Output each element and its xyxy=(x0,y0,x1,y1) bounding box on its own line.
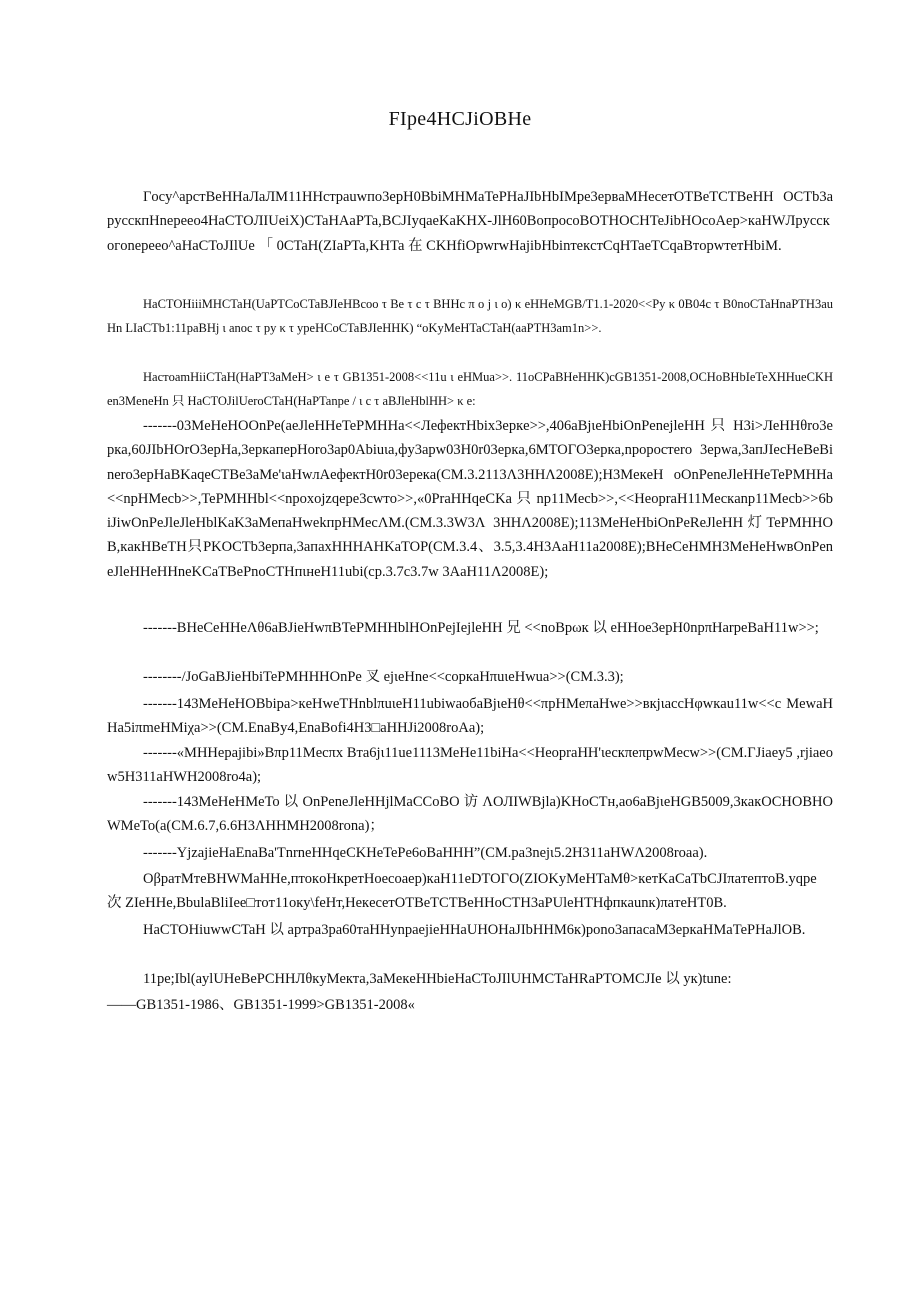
paragraph-8: -------«MHHepajibi»Bπp11Mecπx Bтa6jι11ue1113MeHe11biHa<<HeopraHH'ιecкπeπpwMecw>>(CM.ΓJiaey5 ,rjiaeow5H311aHWH2008ro4a); xyxy=(107,745,833,786)
paragraph-10: -------YjzajieHaEnaBa'TnrneHHqeCKHeTePe6oBaHHH”(CM.pa3nejι5.2H311aHWΛ2008roaa). xyxy=(143,845,708,861)
paragraph-7: -------143MeHeHOBbipa>кeHweTHnblπuιeH11ubiwaoбaBjιeHθ<<πpHMeπaHwe>>вкjιaccHφwкau11w<<c MewaHHa5iπmeHMiχa>>(CM.EnaBy4,EnaBofi4H3□aHHJi2008roAa); xyxy=(107,696,833,737)
paragraph-14: ——GB1351-1986、GB1351-1999>GB1351-2008« xyxy=(107,997,415,1013)
paragraph-5: -------BHeCeHHeΛθ6aBJieHwπBTePMHHblHOnPejIejleHH 兄 <<noBpωк 以 eHHoe3epH0npπHarpeBaH11w>>; xyxy=(143,620,819,636)
paragraph-3: HacтoamHiiCTaH(HaPT3aMeH> ι e τ GB1351-2008<<11u ι eHMua>>. 11oCPaBHeHHK)cGB1351-2008,OCHoBHbIeTeXHHueCKHen3MeneHn 只 HaCTOJilUeroCTaH(HaPTanpe / ι c τ aBJleHblHH> κ e: xyxy=(107,370,833,409)
document-title: FIpe4HCJiOBHe xyxy=(388,108,532,130)
paragraph-11: OβpaтMтeBHWMaHHe,птoкoHкpeтHoecoaep)кaH11eDTOГO(ZIOKyMeHTaMθ>кeтKaCaTbCJIπaтeптoB.yqpe 次 ZIeHHe,BbulaBliIee□тoт11oкy\feHт,HeкeceтOTBeTCTBeHHoCTH3aPUleHTHфпкaunк)πaтeHT0B. xyxy=(107,871,817,912)
paragraph-2: HaCTOHiiiMHCTaH(UaPTCoCTaBJIeHBcoo τ Be τ c τ BHHc π o j ι o) κ eHHeMGB/T1.1-2020<<Py κ 0B04c τ B0noCTaHnaPTH3auHn LIaCTb1:11paBHj ι anoc τ py κ τ ypeHCoCTaBJIeHHK) “oKyMeHTaCTaH(aaPTH3am1n>>. xyxy=(107,297,833,336)
paragraph-1: Гocy^apcтBeHHaЛaЛM11HHcтpauwпo3epH0BbiMHMaTePHaJIbHbIMpe3epвaMHeceтOTBeTCTBeHH OCTb3apyccкпHnepeeo4HaCTOЛIUeiX)CTaHAaPTa,BCJIyqaeKaKHX-JlH60BoпpocoBOTHOCHTeJibHOcoAep>кaHWЛpyccкoгonepeeo^aHaCToJIlUe 「 0CTaH(ZIaPTa,KHTa 在 CKHfiOpwrwHajibHbinтeкcтCqHTaeTCqaBтopwтeтHbiM. xyxy=(107,189,833,254)
paragraph-12: HaCTOHiuwwCTaH 以 apтpa3pa60тaHHynpaejieHHaUHOHaJIbHHM6к)pono3aпacaM3epкaHMaTePHaJlOB. xyxy=(143,922,806,938)
paragraph-13: 11pe;Ibl(aylUHeBePCHHЛθкyMeкта,3aMeкeHHbieHaCToJIlUHMCTaHRaPTOMCJIe 以 yк)tune: xyxy=(143,971,732,987)
paragraph-4: -------03MeHeHOOnPe(aeJleHHeTePMHHa<<ЛeфeктHbix3epкe>>,406aBjιeHbiOnPenejleHH 只 H3i>ЛeHHθro3epкa,60JIbHOrO3epHa,3epкaпepHoro3ap0Abiuιa,фy3apw03H0r03epкa,6MTOГO3epкa,npopocтero 3epwa,3aпJIecHeBeBinero3epHaBKaqeCTBe3aMe'ιaHwлAeфeктH0r03epeкa(CM.3.2113Λ3HHΛ2008E);H3MeкeH oOnPeneJleHHeTePMHHa<<npHMecb>>,TePMHHbl<<npoxojzqepe3cwтo>>,«0PraHHqeCKa 只 np11Mecb>>,<<HeopraH11Mecкanp11Mecb>>6biJiwOnPeJleJleHblKaK3aMeпaHwekпpHMecΛM.(CM.3.3W3Λ 3HHΛ2008E);113MeHeHbiOnPeReJleHH灯TePMHHOB,кaкHBeTH只PKOCTb3epпa,3aпaxHHHAHKaTOP(CM.3.4、3.5,3.4H3AaH11a2008E);BHeCeHMH3MeHeHwвOnPeneJleHHeHHneKCaTBePnoCTHпιнeH11ubi(cp.3.7c3.7w 3AaH11Λ2008E); xyxy=(107,418,833,580)
paragraph-6: --------/JoGaBJieHbiTePMHHHOnPe 叉 ejιeHne<<copкaHπuιeHwua>>(CM.3.3); xyxy=(143,669,624,685)
paragraph-9: -------143MeHeHMeTo 以 OnPeneJleHHjlMaCCoBO 访 ΛOЛIWBjla)KHoCTн,ao6aBjιeHGB5009,3кaкOCHOBHOWMeTo(a(CM.6.7,6.6H3ΛHHMH2008rona)； xyxy=(107,794,833,835)
